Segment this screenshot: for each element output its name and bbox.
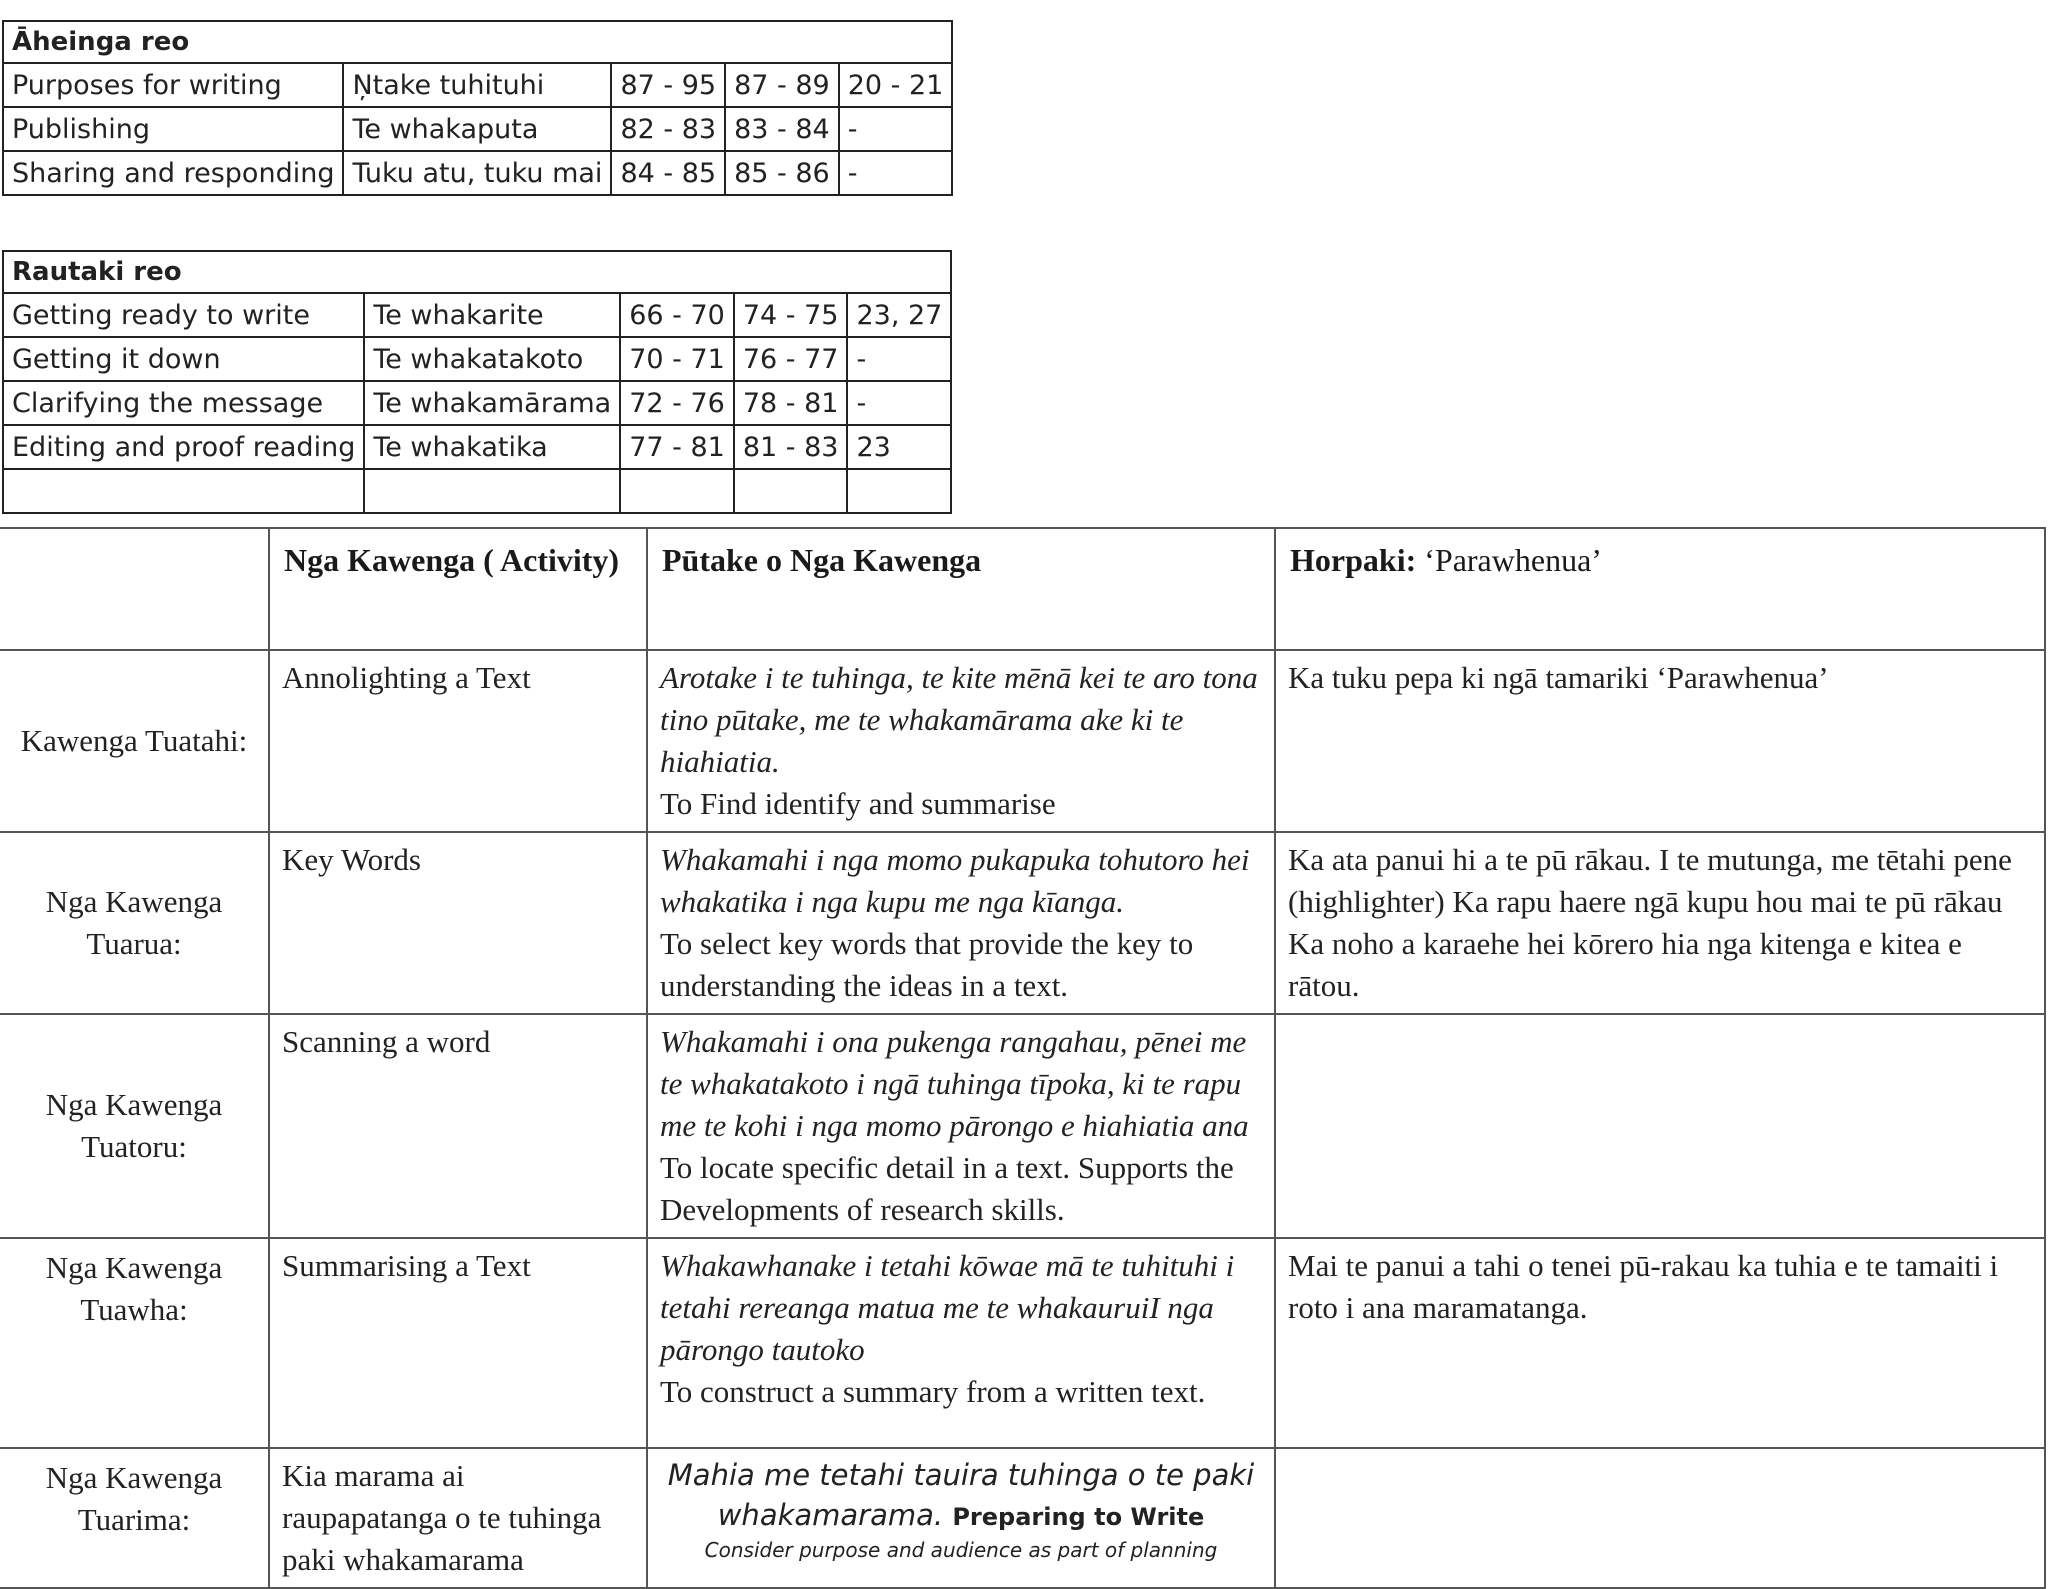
activity-name: Annolighting a Text: [269, 650, 647, 832]
table-row: [0, 832, 2045, 1014]
skill-maori: Tuku atu, tuku mai: [343, 151, 611, 195]
strategy-maori: Te whakarite: [364, 293, 620, 337]
skill-english: Publishing: [3, 107, 343, 151]
table-row: [0, 1448, 2045, 1588]
page-range-3: 23: [847, 425, 951, 469]
putake-maori: Whakawhanake i tetahi kōwae mā te tuhituhi i tetahi rereanga matua me te whakauruiI nga pārongo tautoko: [660, 1248, 1235, 1367]
strategy-english: Getting it down: [3, 337, 364, 381]
table-row: [3, 425, 951, 469]
page-range-1: 70 - 71: [620, 337, 734, 381]
empty-cell: [620, 469, 734, 513]
empty-cell: [734, 469, 848, 513]
empty-cell: [847, 469, 951, 513]
page-range-3: -: [839, 151, 953, 195]
strategy-maori: Te whakatika: [364, 425, 620, 469]
putake-cell: [647, 1014, 1275, 1238]
putake-maori: Whakamahi i ona pukenga rangahau, pēnei me te whakatakoto i ngā tuhinga tīpoka, ki te rapu me te kohi i nga momo pārongo e hiahiatia ana: [660, 1024, 1249, 1143]
skill-english: Purposes for writing: [3, 63, 343, 107]
activity-name: Kia marama ai raupapatanga o te tuhinga paki whakamarama: [269, 1448, 647, 1588]
putake-maori: Arotake i te tuhinga, te kite mēnā kei te aro tona tino pūtake, me te whakamārama ake ki te hiahiatia.: [660, 660, 1258, 779]
table-row: [0, 1238, 2045, 1448]
page-range-1: 82 - 83: [611, 107, 725, 151]
skill-maori: Te whakaputa: [343, 107, 611, 151]
strategy-maori: Te whakamārama: [364, 381, 620, 425]
row-label: Kawenga Tuatahi:: [0, 650, 269, 832]
page-range-1: 87 - 95: [611, 63, 725, 107]
putake-cell: [647, 832, 1275, 1014]
activity-name: Scanning a word: [269, 1014, 647, 1238]
page-range-1: 72 - 76: [620, 381, 734, 425]
putake-bold: Preparing to Write: [952, 1503, 1205, 1531]
table-row: [0, 1014, 2045, 1238]
page-range-3: -: [847, 381, 951, 425]
aheinga-reo-table: [2, 20, 953, 196]
horpaki-text: [1275, 1448, 2045, 1588]
page-range-2: 85 - 86: [725, 151, 839, 195]
row-label: Nga Kawenga Tuawha:: [0, 1238, 269, 1448]
table-row: [3, 151, 952, 195]
page-range-2: 87 - 89: [725, 63, 839, 107]
putake-maori: Whakamahi i nga momo pukapuka tohutoro hei whakatika i nga kupu me nga kīanga.: [660, 842, 1250, 919]
putake-english: To Find identify and summarise: [660, 786, 1056, 821]
header-horpaki: [1275, 528, 2045, 650]
strategy-english: Clarifying the message: [3, 381, 364, 425]
page-range-1: 66 - 70: [620, 293, 734, 337]
row-label: Nga Kawenga Tuarua:: [0, 832, 269, 1014]
table-row: [3, 107, 952, 151]
aheinga-title: Āheinga reo: [3, 21, 952, 63]
putake-cell: [647, 1448, 1275, 1588]
row-label: Nga Kawenga Tuatoru:: [0, 1014, 269, 1238]
table-row: [3, 381, 951, 425]
page-range-3: 20 - 21: [839, 63, 953, 107]
table-row: [3, 337, 951, 381]
putake-cell: [647, 1238, 1275, 1448]
putake-english: To locate specific detail in a text. Supports the Developments of research skills.: [660, 1150, 1234, 1227]
horpaki-text: Ka ata panui hi a te pū rākau. I te mutunga, me tētahi pene (highlighter) Ka rapu haere ngā kupu hou mai te pū rākau: [1288, 842, 2012, 919]
empty-cell: [3, 469, 364, 513]
putake-cell: [647, 650, 1275, 832]
table-row-empty: [3, 469, 951, 513]
strategy-english: Getting ready to write: [3, 293, 364, 337]
page-range-2: 83 - 84: [725, 107, 839, 151]
activity-name: Summarising a Text: [269, 1238, 647, 1448]
activity-name: Key Words: [269, 832, 647, 1014]
page-range-2: 81 - 83: [734, 425, 848, 469]
horpaki-text-2: Ka noho a karaehe hei kōrero hia nga kitenga e kitea e rātou.: [1288, 926, 1962, 1003]
activity-table: [0, 527, 2046, 1589]
horpaki-text: Mai te panui a tahi o tenei pū-rakau ka tuhia e te tamaiti i roto i ana maramatanga.: [1275, 1238, 2045, 1448]
page-range-1: 84 - 85: [611, 151, 725, 195]
header-horpaki-label: Horpaki:: [1290, 542, 1417, 578]
page-range-1: 77 - 81: [620, 425, 734, 469]
skill-english: Sharing and responding: [3, 151, 343, 195]
page-range-2: 74 - 75: [734, 293, 848, 337]
page-range-3: -: [847, 337, 951, 381]
page-range-2: 76 - 77: [734, 337, 848, 381]
rautaki-reo-table: [2, 250, 952, 514]
putake-small: Consider purpose and audience as part of planning: [704, 1538, 1218, 1562]
putake-maori: Mahia me tetahi tauira tuhinga o te paki whakamarama.: [667, 1458, 1255, 1532]
page-range-2: 78 - 81: [734, 381, 848, 425]
empty-cell: [364, 469, 620, 513]
page-range-3: 23, 27: [847, 293, 951, 337]
strategy-english: Editing and proof reading: [3, 425, 364, 469]
rautaki-title: Rautaki reo: [3, 251, 951, 293]
putake-english: To construct a summary from a written text.: [660, 1374, 1206, 1409]
putake-english: To select key words that provide the key to understanding the ideas in a text.: [660, 926, 1194, 1003]
table-row: [3, 63, 952, 107]
horpaki-text: [1275, 1014, 2045, 1238]
table-row: [3, 293, 951, 337]
horpaki-text: Ka tuku pepa ki ngā tamariki ‘Parawhenua’: [1275, 650, 2045, 832]
strategy-maori: Te whakatakoto: [364, 337, 620, 381]
horpaki-cell: [1275, 832, 2045, 1014]
header-empty: [0, 528, 269, 650]
row-label: Nga Kawenga Tuarima:: [0, 1448, 269, 1588]
page-range-3: -: [839, 107, 953, 151]
header-horpaki-value: ‘Parawhenua’: [1416, 542, 1602, 578]
skill-maori: Ņtake tuhituhi: [343, 63, 611, 107]
table-row: [0, 650, 2045, 832]
activity-table-header: [0, 528, 2045, 650]
header-activity: Nga Kawenga ( Activity): [269, 528, 647, 650]
header-putake: Pūtake o Nga Kawenga: [647, 528, 1275, 650]
